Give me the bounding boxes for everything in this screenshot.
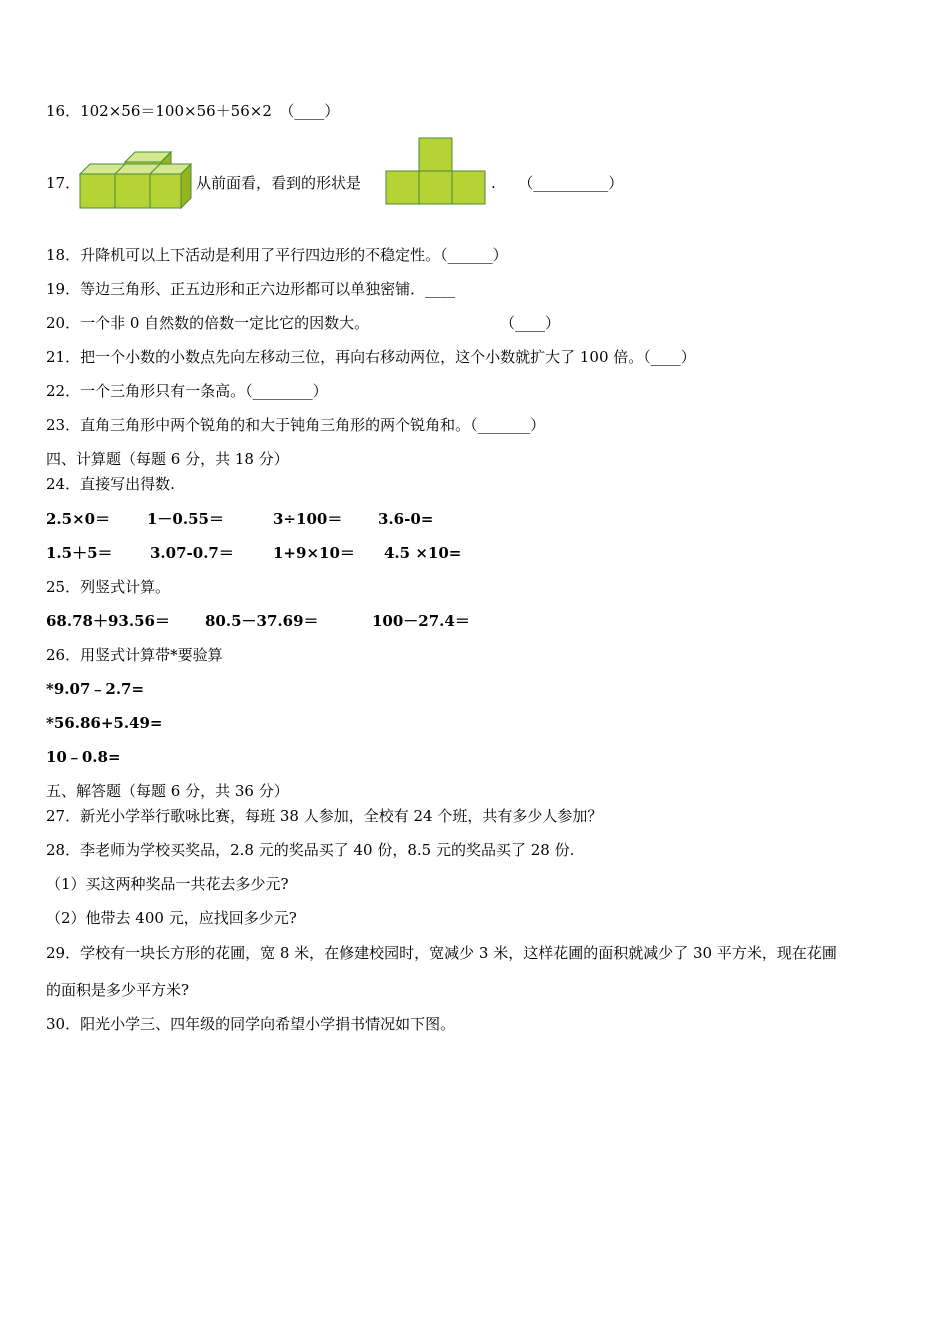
question-19: 19．等边三角形、正五边形和正六边形都可以单独密铺．____ <box>46 280 456 298</box>
calc-item: 1－0.55＝ <box>147 510 224 528</box>
question-20-blank: （____） <box>500 314 561 332</box>
calc-item: 1+9×10＝ <box>273 544 355 562</box>
question-27: 27．新光小学举行歌咏比赛，每班 38 人参加，全校有 24 个班，共有多少人参加？ <box>46 807 603 825</box>
question-17-text: 从前面看，看到的形状是 <box>196 174 362 192</box>
calc-item: 80.5－37.69＝ <box>205 612 319 630</box>
calc-item: 100－27.4＝ <box>372 612 470 630</box>
section-5-heading: 五、解答题（每题 6 分，共 36 分） <box>46 782 289 800</box>
calc-item: *56.86+5.49= <box>46 714 163 732</box>
question-24: 24．直接写出得数. <box>46 475 175 493</box>
question-20: 20．一个非 0 自然数的倍数一定比它的因数大。 <box>46 314 370 332</box>
section-4-heading: 四、计算题（每题 6 分，共 18 分） <box>46 450 289 468</box>
question-23: 23．直角三角形中两个锐角的和大于钝角三角形的两个锐角和。（_______） <box>46 416 546 434</box>
question-26: 26．用竖式计算带*要验算 <box>46 646 223 664</box>
front-view-shape-figure <box>385 137 487 205</box>
calc-item: 4.5 ×10= <box>384 544 462 562</box>
question-16: 16．102×56＝100×56＋56×2 （____） <box>46 102 340 120</box>
question-28: 28．李老师为学校买奖品，2.8 元的奖品买了 40 份，8.5 元的奖品买了 28 份. <box>46 841 575 859</box>
calc-item: 1.5＋5＝ <box>46 544 113 562</box>
question-17-number: 17． <box>46 174 81 192</box>
calc-item: 2.5×0＝ <box>46 510 111 528</box>
calc-item: 3÷100＝ <box>273 510 343 528</box>
question-28-part-1: （1）买这两种奖品一共花去多少元? <box>46 875 289 893</box>
cube-arrangement-figure <box>79 150 194 210</box>
question-21: 21．把一个小数的小数点先向左移动三位，再向右移动两位，这个小数就扩大了 100 倍。（____） <box>46 348 696 366</box>
calc-item: 3.07-0.7＝ <box>150 544 234 562</box>
question-30: 30．阳光小学三、四年级的同学向希望小学捐书情况如下图。 <box>46 1015 456 1033</box>
question-25: 25．列竖式计算。 <box>46 578 171 596</box>
question-18: 18．升降机可以上下活动是利用了平行四边形的不稳定性。（______） <box>46 246 508 264</box>
question-22: 22．一个三角形只有一条高。（________） <box>46 382 328 400</box>
question-29-line-2: 的面积是多少平方米? <box>46 981 190 999</box>
calc-item: 68.78＋93.56＝ <box>46 612 170 630</box>
calc-item: 3.6-0= <box>378 510 434 528</box>
calc-item: *9.07﹣2.7= <box>46 680 145 698</box>
question-29-line-1: 29．学校有一块长方形的花圃，宽 8 米，在修建校园时，宽减少 3 米，这样花圃的面积就减少了 30 平方米，现在花圃 <box>46 944 837 962</box>
calc-item: 10﹣0.8= <box>46 748 121 766</box>
question-17-answer-blank: . （__________） <box>491 174 624 192</box>
question-28-part-2: （2）他带去 400 元，应找回多少元? <box>46 909 297 927</box>
